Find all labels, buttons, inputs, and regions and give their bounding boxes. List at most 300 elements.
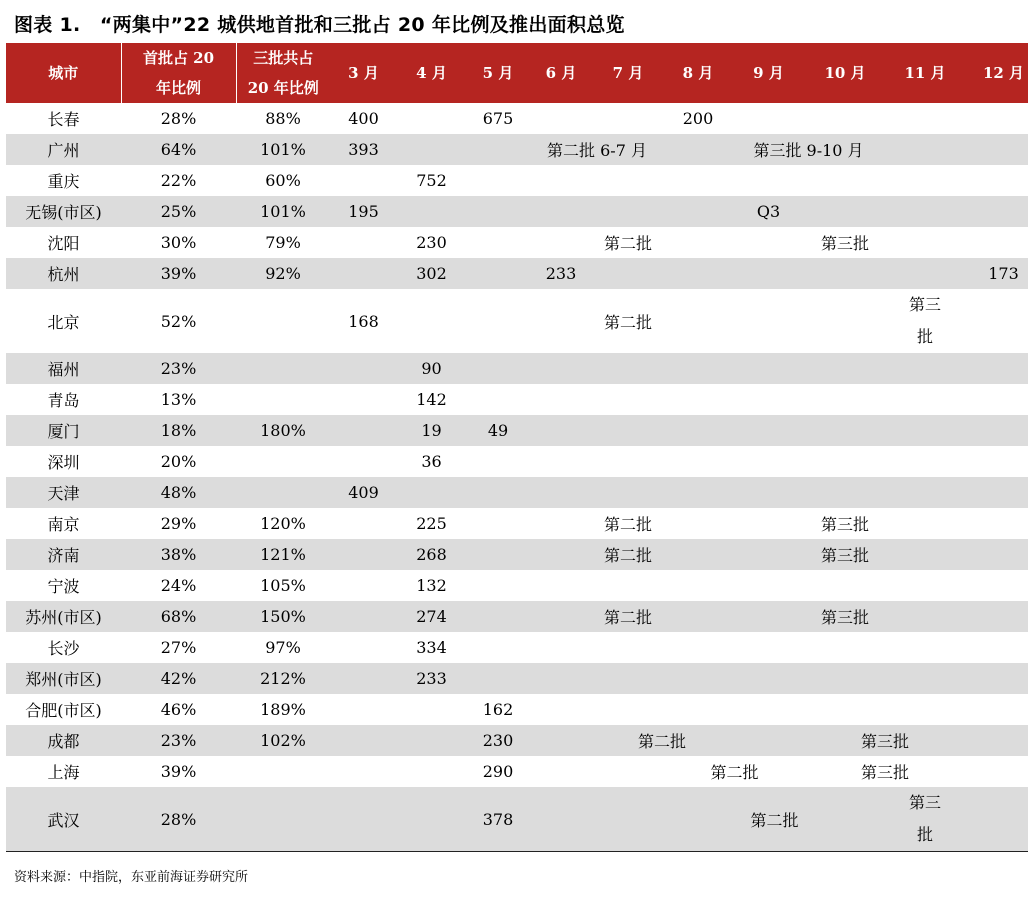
month-cell [397,289,466,353]
month-cell [664,227,732,258]
month-cell [965,663,1028,694]
column-header: 8 月 [664,43,732,103]
first-batch-ratio: 39% [121,258,236,289]
first-batch-ratio: 30% [160,233,197,252]
month-cell [965,756,1028,787]
month-cell [664,694,732,725]
column-header: 3 月 [330,43,397,103]
month-cell [732,570,805,601]
month-cell [330,227,397,258]
month-cell [466,196,530,227]
month-cell: 90 [397,353,466,384]
month-cell: 第三批 [860,763,909,782]
month-cell [805,258,885,289]
month-cell [330,725,397,756]
month-cell [530,756,592,787]
month-cell: 142 [416,390,447,409]
three-batch-ratio [236,289,330,353]
month-cell [397,134,466,165]
month-cell [885,258,965,289]
table-row [6,539,1028,570]
month-cell [330,258,397,289]
city-cell: 宁波 [47,577,80,596]
three-batch-ratio: 102% [236,725,330,756]
month-cell [805,663,885,694]
month-cell [805,446,885,477]
month-cell [397,196,466,227]
three-batch-ratio: 120% [260,514,306,533]
three-batch-ratio: 189% [260,700,306,719]
month-cell: 第二批 [603,234,652,253]
table-row [6,446,1028,477]
month-cell: 200 [682,109,714,128]
month-cell [732,446,805,477]
first-batch-ratio: 46% [160,700,197,719]
first-batch-ratio: 39% [160,762,197,781]
month-cell [330,570,397,601]
month-cell [330,694,397,725]
month-cell [397,787,466,852]
three-batch-ratio: 212% [236,663,330,694]
month-cell [965,725,1028,756]
month-cell: 第三批 [820,234,869,253]
month-cell [664,165,732,196]
month-cell [330,632,397,663]
month-cell [530,725,592,756]
three-batch-ratio: 97% [265,638,301,657]
month-cell [397,694,466,725]
figure-title: 图表 1. “两集中”22 城供地首批和三批占 20 年比例及推出面积总览 [14,14,625,36]
month-cell: 第二批 [603,515,652,534]
month-cell: 132 [416,576,447,595]
first-batch-ratio: 23% [121,353,236,384]
month-cell [530,663,592,694]
month-cell [330,663,397,694]
month-cell [530,539,592,570]
month-cell [805,384,885,415]
month-cell: 第二批 6-7 月 [530,134,664,165]
first-batch-ratio: 42% [121,663,236,694]
month-cell: 第二批 [710,763,759,782]
month-cell: 400 [348,109,379,128]
month-cell [466,508,530,539]
month-cell [885,165,965,196]
month-cell [664,477,732,508]
month-cell [397,477,466,508]
table-row [6,415,1028,446]
month-cell [664,632,732,663]
month-cell [664,570,732,601]
table-row [6,725,1028,756]
month-cell [466,289,530,353]
month-cell [885,384,965,415]
city-cell: 合肥(市区) [25,701,102,720]
three-batch-ratio [236,477,330,508]
month-cell: 49 [466,415,530,446]
month-cell: 675 [482,109,514,128]
first-batch-ratio: 13% [160,390,197,409]
month-cell [732,539,805,570]
month-cell [664,384,732,415]
month-cell: 268 [397,539,466,570]
month-cell [965,353,1028,384]
month-cell [530,384,592,415]
month-cell [330,787,397,852]
month-cell: 第二批 [592,539,664,570]
column-header: 城市 [6,43,121,103]
month-cell [592,103,664,134]
month-cell [530,508,592,539]
month-cell: 752 [416,171,447,190]
table-row [6,196,1028,227]
table-row [6,632,1028,663]
month-cell [732,477,805,508]
first-batch-ratio: 22% [160,171,197,190]
source-note: 资料来源：中指院，东亚前海证券研究所 [14,870,249,885]
month-cell [530,103,592,134]
month-cell [732,103,805,134]
month-cell: 230 [466,725,530,756]
month-cell [885,539,965,570]
three-batch-ratio [236,446,330,477]
month-cell: 233 [530,258,592,289]
month-cell [530,446,592,477]
month-cell [885,663,965,694]
table-row [6,227,1028,258]
month-cell [805,632,885,663]
month-cell [732,663,805,694]
city-cell: 上海 [47,763,80,782]
month-cell [664,258,732,289]
month-cell [397,756,466,787]
month-cell [664,446,732,477]
month-cell [466,446,530,477]
first-batch-ratio: 48% [121,477,236,508]
month-cell [805,694,885,725]
first-batch-ratio: 20% [160,452,197,471]
table-row [6,756,1028,787]
three-batch-ratio: 92% [236,258,330,289]
month-cell [530,570,592,601]
month-cell [805,196,885,227]
month-cell [466,663,530,694]
month-cell [732,258,805,289]
table-row [6,508,1028,539]
month-cell [965,227,1028,258]
table-row [6,353,1028,384]
month-cell [965,165,1028,196]
city-cell: 青岛 [47,391,80,410]
column-header: 4 月 [397,43,466,103]
month-cell: 233 [397,663,466,694]
month-cell [530,477,592,508]
month-cell [885,103,965,134]
month-cell [965,539,1028,570]
month-cell: Q3 [732,196,805,227]
month-cell [965,446,1028,477]
three-batch-ratio: 105% [260,576,306,595]
month-cell [732,508,805,539]
table-row [6,134,1028,165]
city-cell: 成都 [6,725,121,756]
first-batch-ratio: 27% [160,638,197,657]
table-row [6,694,1028,725]
table-row [6,384,1028,415]
city-cell: 武汉 [6,787,121,852]
month-cell [466,601,530,632]
month-cell [805,103,885,134]
month-cell [530,601,592,632]
first-batch-ratio: 28% [160,109,197,128]
city-cell: 南京 [47,515,80,534]
month-cell: 168 [348,311,379,331]
month-cell [732,632,805,663]
month-cell [965,384,1028,415]
month-cell [732,353,805,384]
month-cell [466,570,530,601]
month-cell [592,258,664,289]
month-cell [330,508,397,539]
month-cell [592,415,664,446]
first-batch-ratio: 28% [121,787,236,852]
month-cell [664,663,732,694]
table-row [6,601,1028,632]
first-batch-ratio: 18% [121,415,236,446]
column-header: 三批共占 20 年比例 [236,43,330,103]
month-cell [732,289,805,353]
month-cell [530,227,592,258]
month-cell [664,196,732,227]
month-cell [530,632,592,663]
month-cell [466,477,530,508]
month-cell [805,477,885,508]
three-batch-ratio: 79% [265,233,301,252]
month-cell [592,165,664,196]
month-cell [732,415,805,446]
table-row [6,103,1028,134]
month-cell: 393 [330,134,397,165]
month-cell [592,446,664,477]
month-cell [592,477,664,508]
table-row [6,663,1028,694]
month-cell: 173 [965,258,1028,289]
month-cell [330,756,397,787]
month-cell: 第二批 [592,725,732,756]
table-body [6,103,1028,852]
column-header: 5 月 [466,43,530,103]
month-cell [965,289,1028,353]
month-cell [732,725,805,756]
month-cell: 378 [466,787,530,852]
first-batch-ratio: 23% [121,725,236,756]
month-cell: 334 [416,638,447,657]
table-row [6,477,1028,508]
month-cell [965,632,1028,663]
month-cell: 第三批 [805,539,885,570]
month-cell [965,787,1028,852]
month-cell [664,415,732,446]
three-batch-ratio [236,384,330,415]
month-cell [530,165,592,196]
month-cell [466,227,530,258]
month-cell [885,196,965,227]
month-cell [965,508,1028,539]
land-supply-table [6,43,1028,852]
month-cell [805,165,885,196]
month-cell [530,353,592,384]
month-cell [592,756,664,787]
month-cell [885,601,965,632]
first-batch-ratio: 25% [121,196,236,227]
month-cell [885,570,965,601]
three-batch-ratio: 60% [265,171,301,190]
month-cell [397,103,466,134]
month-cell: 162 [482,700,514,719]
month-cell [466,632,530,663]
month-cell [592,570,664,601]
table-row [6,289,1028,353]
column-header: 12 月 [965,43,1028,103]
city-cell: 重庆 [47,172,80,191]
month-cell [466,353,530,384]
month-cell [885,632,965,663]
month-cell: 302 [397,258,466,289]
month-cell [885,446,965,477]
three-batch-ratio: 88% [265,109,301,128]
month-cell: 290 [482,762,514,781]
month-cell [885,353,965,384]
month-cell: 195 [330,196,397,227]
month-cell [732,384,805,415]
month-cell [397,725,466,756]
month-cell [466,258,530,289]
month-cell [330,353,397,384]
month-cell [805,289,885,353]
month-cell [885,134,965,165]
month-cell: 第三批 [805,601,885,632]
month-cell [805,415,885,446]
city-cell: 福州 [6,353,121,384]
month-cell: 409 [330,477,397,508]
month-cell: 第三批 [820,515,869,534]
month-cell [466,539,530,570]
month-cell: 第三 批 [885,787,965,852]
month-cell: 230 [416,233,447,252]
three-batch-ratio: 180% [236,415,330,446]
month-cell [965,477,1028,508]
month-cell [664,539,732,570]
month-cell [592,694,664,725]
city-cell: 广州 [6,134,121,165]
table-row [6,787,1028,852]
month-cell [885,415,965,446]
month-cell: 第三批 9-10 月 [732,134,885,165]
three-batch-ratio: 121% [236,539,330,570]
month-cell [664,353,732,384]
month-cell [466,384,530,415]
month-cell: 225 [416,514,447,533]
month-cell [732,601,805,632]
month-cell: 第二批 [592,601,664,632]
month-cell [664,289,732,353]
three-batch-ratio: 101% [236,134,330,165]
month-cell [592,632,664,663]
month-cell [664,508,732,539]
three-batch-ratio [236,787,330,852]
table-row [6,258,1028,289]
three-batch-ratio: 101% [236,196,330,227]
month-cell [965,694,1028,725]
month-cell [805,353,885,384]
month-cell [330,601,397,632]
month-cell [330,165,397,196]
month-cell [965,196,1028,227]
city-cell: 沈阳 [47,234,80,253]
month-cell [592,663,664,694]
month-cell [530,694,592,725]
month-cell [330,539,397,570]
header-row [6,43,1028,103]
table-row [6,165,1028,196]
city-cell: 厦门 [6,415,121,446]
city-cell: 长春 [47,110,80,129]
month-cell [330,446,397,477]
month-cell: 274 [397,601,466,632]
first-batch-ratio: 38% [121,539,236,570]
month-cell [664,134,732,165]
city-cell: 济南 [6,539,121,570]
city-cell: 无锡(市区) [6,196,121,227]
month-cell [732,165,805,196]
first-batch-ratio: 52% [160,311,197,331]
month-cell [885,227,965,258]
month-cell: 第二批 [664,787,885,852]
city-cell: 北京 [47,312,80,332]
month-cell [885,694,965,725]
month-cell [592,384,664,415]
month-cell [664,601,732,632]
city-cell: 杭州 [6,258,121,289]
column-header: 11 月 [885,43,965,103]
month-cell [732,227,805,258]
three-batch-ratio [236,353,330,384]
month-cell [530,196,592,227]
month-cell [530,289,592,353]
first-batch-ratio: 64% [121,134,236,165]
month-cell [592,196,664,227]
column-header: 6 月 [530,43,592,103]
month-cell [732,694,805,725]
month-cell [965,103,1028,134]
three-batch-ratio: 150% [236,601,330,632]
month-cell [466,134,530,165]
city-cell: 苏州(市区) [6,601,121,632]
month-cell [466,165,530,196]
month-cell [965,570,1028,601]
three-batch-ratio [236,756,330,787]
column-header: 首批占 20 年比例 [121,43,236,103]
month-cell: 19 [397,415,466,446]
month-cell [530,415,592,446]
column-header: 10 月 [805,43,885,103]
city-cell: 深圳 [47,453,80,472]
month-cell [530,787,592,852]
month-cell: 第三 批 [908,295,941,346]
month-cell [330,415,397,446]
first-batch-ratio: 24% [160,576,197,595]
first-batch-ratio: 68% [121,601,236,632]
month-cell [805,570,885,601]
